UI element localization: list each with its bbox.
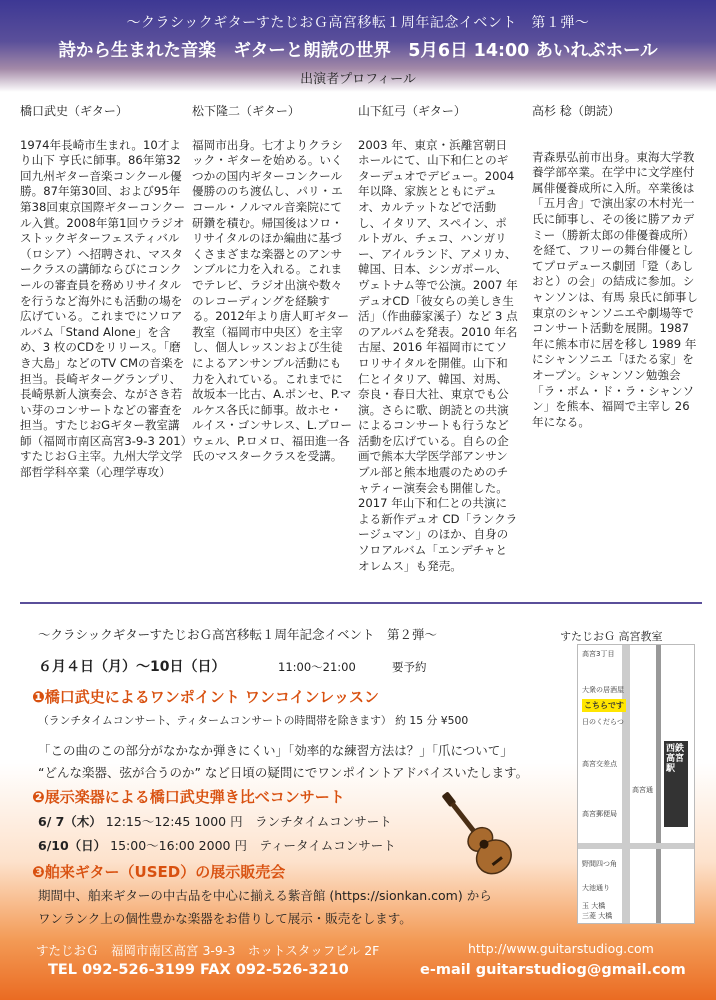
section1-note: （ランチタイムコンサート、ティタームコンサートの時間帯を除きます） 約 15 分 ¥500 [38, 714, 469, 727]
event2-time: 11:00～21:00 [278, 660, 356, 674]
event1-title: 詩から生まれた音楽 ギターと朗読の世界 5月6日 14:00 あいれぶホール [58, 41, 658, 61]
event2-date: ６月４日（月）～10日（日） [38, 659, 226, 675]
concert-row: 6/10（日） 15:00～16:00 2000 円 ティータイムコンサート [38, 838, 396, 853]
station-label: 西鉄高宮駅 [664, 741, 688, 827]
performer-name: 山下紅弓（ギター） [358, 104, 466, 118]
performer-column-yamashita [358, 104, 518, 574]
performer-column-takasugi [532, 104, 702, 430]
performer-bio: 2003 年、東京・浜離宮朝日ホールにて、山下和仁とのギターデュオでデビュー。2004 年以降、家族とともにデュオ、カルテットなどで活動し、イタリア、スペイン、ポルトガル、チェコ、ハンガリー、アイルランド、アメリカ、韓国、日本、シンガポール、ヴェトナム等で公演。2007 年デュオCD「彼女らの美しき生活」（作曲藤家溪子）など 3 点のアルバムを発表。2010 年名古屋、2016 年福岡市にてソロリサイタルを開催。山下和仁とイタリア、韓国、対馬、奈良・春日大社、東京でも公演。さらに歌、朗読との共演によるコンサートも行うなど活動を広げている。自らの企画で熊本大学医学部アンサンブル部と熊本地震のためのチャティー演奏会も開催した。2017 年山下和仁との共演による新作デュオ CD「ランクラージュマン」のほか、自身のソロアルバム「エンデチャとオレムス」も発売。 [358, 137, 518, 573]
performer-bio: 青森県弘前市出身。東海大学教養学部卒業。在学中に文学座付属俳優養成所に入所。卒業後は「五月舎」で演出家の木村光一氏に師事し、その後に勝アカデミー（勝新太郎の俳優養成所）を経て、フリーの舞台俳優としてプロデュース劇団「跫（あしおと）の会」の結成に参加。シャンソンは、有馬 泉氏に師事し東京のシャンソニエや劇場等でコンサート活動を展開。1987 年に熊本市に居を移し 1989 年にシャンソニエ「ほたる家」をオープン。シャンソン勉強会「ラ・ボム・ド・ラ・シャンソン」を熊本、福岡で主宰し 26 年になる。 [532, 149, 698, 429]
map-label: 高宮通 [632, 786, 653, 794]
map-label: 玉 大橋 [582, 902, 606, 910]
section1-title: ❶橋口武史によるワンポイント ワンコインレッスン [32, 688, 379, 706]
reservation-note: 要予約 [392, 660, 427, 674]
profile-heading: 出演者プロフィール [300, 72, 416, 87]
footer-address: すたじおＧ 福岡市南区高宮 3-9-3 ホットスタッフビル 2F [36, 943, 380, 958]
here-marker: こちらです [584, 701, 624, 710]
section2-title: ❷展示楽器による橋口武史弾き比べコンサート [32, 788, 345, 806]
map-label: 三菱 大橋 [582, 912, 613, 920]
map-label: 日のくだらつ [582, 718, 624, 726]
footer-tel-fax: TEL 092-526-3199 FAX 092-526-3210 [48, 962, 349, 978]
map-label: 大衆の居酒屋 [582, 686, 624, 694]
event2-heading: ～クラシックギターすたじおＧ高宮移転１周年記念イベント 第２弾～ [38, 627, 438, 642]
concert-row: 6/ 7（木） 12:15～12:45 1000 円 ランチタイムコンサート [38, 814, 392, 829]
section3-line2: ワンランク上の個性豊かな楽器をお借りして展示・販売をします。 [38, 911, 412, 926]
section1-line1: 「この曲のこの部分がなかなか弾きにくい」「効率的な練習方法は？」「爪について」 [38, 743, 513, 758]
performer-column-hashiguchi [20, 104, 188, 481]
performer-name: 高杉 稔（朗読） [532, 104, 620, 118]
map-label: 野間四つ角 [582, 860, 617, 868]
section3-title: ❸舶来ギター（USED）の展示販売会 [32, 863, 286, 881]
map-label: 高宮交差点 [582, 760, 617, 768]
footer-url[interactable]: http://www.guitarstudiog.com [468, 941, 654, 956]
section3-line1: 期間中、舶来ギターの中古品を中心に揃える紫音館 (https://sionkan.com) から [38, 888, 492, 903]
guitar-illustration [415, 782, 533, 884]
performer-column-matsushita [192, 104, 352, 465]
section1-line2: “どんな楽器、弦が合うのか” など日頃の疑問にでワンポイントアドバイスいたします。 [38, 765, 529, 780]
map-label: 大池通り [582, 884, 610, 892]
access-map [577, 644, 695, 924]
event1-heading: ～クラシックギターすたじおＧ高宮移転１周年記念イベント 第１弾～ [126, 15, 590, 31]
performer-bio: 1974年長崎市生まれ。10才より山下 亨氏に師事。86年第32回九州ギター音楽コンクール優勝。87年第30回、および95年第38回東京国際ギターコンクール入賞。2008年第1回ウラジオストックギターフェスティバル（ロシア）へ招聘され、マスタークラスの講師ならびにコンクールの審査員を務めリサイタルを行うなど海外にも活動の場を広げている。これまでにソロアルバム「Stand Alone」を含め、3 枚のCDをリリース。「磨き大島」などのTV CMの音楽を担当。長崎ギターグランプリ、長崎県新人演奏会、ながさき若い芽のコンサートなどの審査を担当。すたじおGギター教室講師（福岡市南区高宮3-9-3 201）すたじおＧ主宰。九州大学文学部哲学科卒業（心理学専攻） [20, 137, 187, 480]
map-label: 高宮3丁目 [582, 650, 615, 658]
map-label: 高宮郵便局 [582, 810, 617, 818]
performer-bio: 福岡市出身。七才よりクラシック・ギターを始める。いくつかの国内ギターコンクール優勝ののち渡仏し、パリ・エコール・ノルマル音楽院にて研鑽を積む。帰国後はソロ・リサイタルのほか編曲に基づくさまざまな楽器とのアンサンブルに力を入れる。これまでテレビ、ラジオ出演や数々のレコーディングを経験する。2012年より唐人町ギター教室（福岡市中央区）を主宰し、個人レッスンおよび生徒によるアンサンブル活動にも力を入れている。これまでに故坂本一比古、A.ポンセ、P.マルケス各氏に師事。故ホセ・ルイス・ゴンサレス、L.ブローウェル、P.ロメロ、福田進一各氏のマスタークラスを受講。 [192, 137, 352, 464]
performer-name: 松下隆二（ギター） [192, 104, 300, 118]
performer-name: 橋口武史（ギター） [20, 104, 128, 118]
map-title: すたじおＧ 高宮教室 [560, 630, 663, 643]
footer-email[interactable]: e-mail guitarstudiog@gmail.com [420, 962, 686, 978]
section-divider [20, 602, 702, 604]
